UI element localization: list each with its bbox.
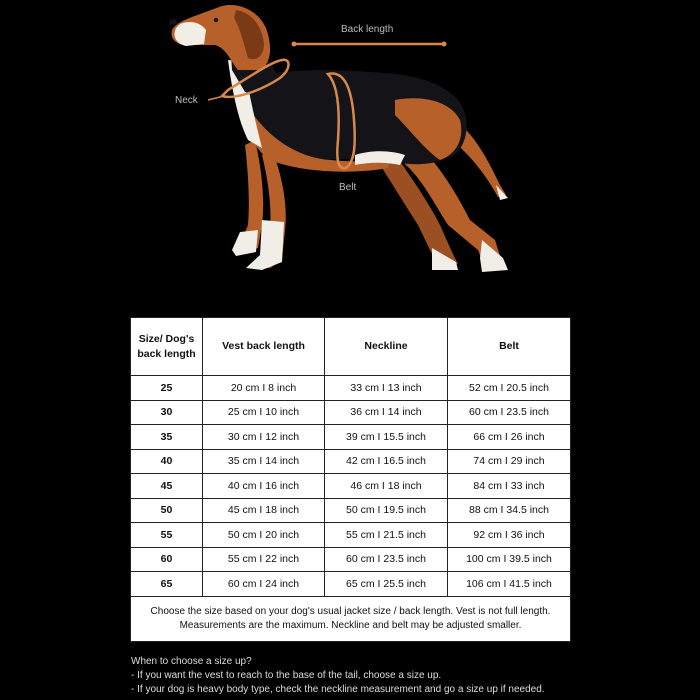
vest-back-length-cell: 55 cm I 22 inch: [203, 547, 325, 572]
neckline-cell: 36 cm I 14 inch: [325, 400, 448, 425]
belt-cell: 84 cm I 33 inch: [448, 474, 571, 499]
header-neckline: Neckline: [325, 318, 448, 376]
vest-back-length-cell: 50 cm I 20 inch: [203, 523, 325, 548]
belt-label: Belt: [339, 182, 357, 193]
size-note: [131, 596, 571, 641]
size-note-line: Measurements are the maximum. Neckline and belt may be adjusted smaller.: [179, 619, 522, 631]
size-cell: 25: [131, 376, 203, 401]
header-vest-back-length: Vest back length: [203, 318, 325, 376]
vest-back-length-cell: 25 cm I 10 inch: [203, 400, 325, 425]
vest-back-length-cell: 35 cm I 14 inch: [203, 449, 325, 474]
back-length-label: Back length: [341, 24, 394, 35]
belt-cell: 52 cm I 20.5 inch: [448, 376, 571, 401]
vest-back-length-cell: 60 cm I 24 inch: [203, 572, 325, 597]
table-row: [131, 376, 571, 401]
belt-cell: 106 cm I 41.5 inch: [448, 572, 571, 597]
belt-cell: 74 cm I 29 inch: [448, 449, 571, 474]
size-cell: 45: [131, 474, 203, 499]
table-note-row: [131, 596, 571, 641]
belt-cell: 88 cm I 34.5 inch: [448, 498, 571, 523]
neckline-cell: 60 cm I 23.5 inch: [325, 547, 448, 572]
table-row: [131, 449, 571, 474]
vest-back-length-cell: 30 cm I 12 inch: [203, 425, 325, 450]
size-cell: 40: [131, 449, 203, 474]
neckline-cell: 39 cm I 15.5 inch: [325, 425, 448, 450]
table-row: [131, 572, 571, 597]
belt-cell: 66 cm I 26 inch: [448, 425, 571, 450]
size-cell: 50: [131, 498, 203, 523]
size-cell: 35: [131, 425, 203, 450]
table-row: [131, 400, 571, 425]
neckline-cell: 46 cm I 18 inch: [325, 474, 448, 499]
dog-illustration: [0, 0, 700, 300]
table-row: [131, 474, 571, 499]
size-cell: 55: [131, 523, 203, 548]
size-cell: 30: [131, 400, 203, 425]
neckline-cell: 50 cm I 19.5 inch: [325, 498, 448, 523]
table-row: [131, 547, 571, 572]
header-belt: Belt: [448, 318, 571, 376]
belt-cell: 100 cm I 39.5 inch: [448, 547, 571, 572]
vest-back-length-cell: 45 cm I 18 inch: [203, 498, 325, 523]
table-row: [131, 523, 571, 548]
table-row: [131, 498, 571, 523]
neckline-cell: 33 cm I 13 inch: [325, 376, 448, 401]
neck-label: Neck: [175, 95, 198, 106]
size-table: [130, 317, 571, 642]
vest-back-length-cell: 20 cm I 8 inch: [203, 376, 325, 401]
measurement-diagram: [0, 0, 700, 300]
table-header-row: [131, 318, 571, 376]
size-up-faq: [131, 655, 545, 697]
faq-item: - If your dog is heavy body type, check the neckline measurement and go a size up if needed.: [131, 684, 545, 695]
belt-cell: 60 cm I 23.5 inch: [448, 400, 571, 425]
faq-item: - If you want the vest to reach to the base of the tail, choose a size up.: [131, 670, 442, 681]
size-note-line: Choose the size based on your dog's usual jacket size / back length. Vest is not full length.: [150, 605, 551, 617]
table-row: [131, 425, 571, 450]
faq-title: When to choose a size up?: [131, 656, 252, 667]
belt-cell: 92 cm I 36 inch: [448, 523, 571, 548]
neckline-cell: 65 cm I 25.5 inch: [325, 572, 448, 597]
vest-back-length-cell: 40 cm I 16 inch: [203, 474, 325, 499]
neckline-cell: 55 cm I 21.5 inch: [325, 523, 448, 548]
size-cell: 60: [131, 547, 203, 572]
neckline-cell: 42 cm I 16.5 inch: [325, 449, 448, 474]
header-size: Size/ Dog's back length: [131, 318, 203, 376]
size-cell: 65: [131, 572, 203, 597]
